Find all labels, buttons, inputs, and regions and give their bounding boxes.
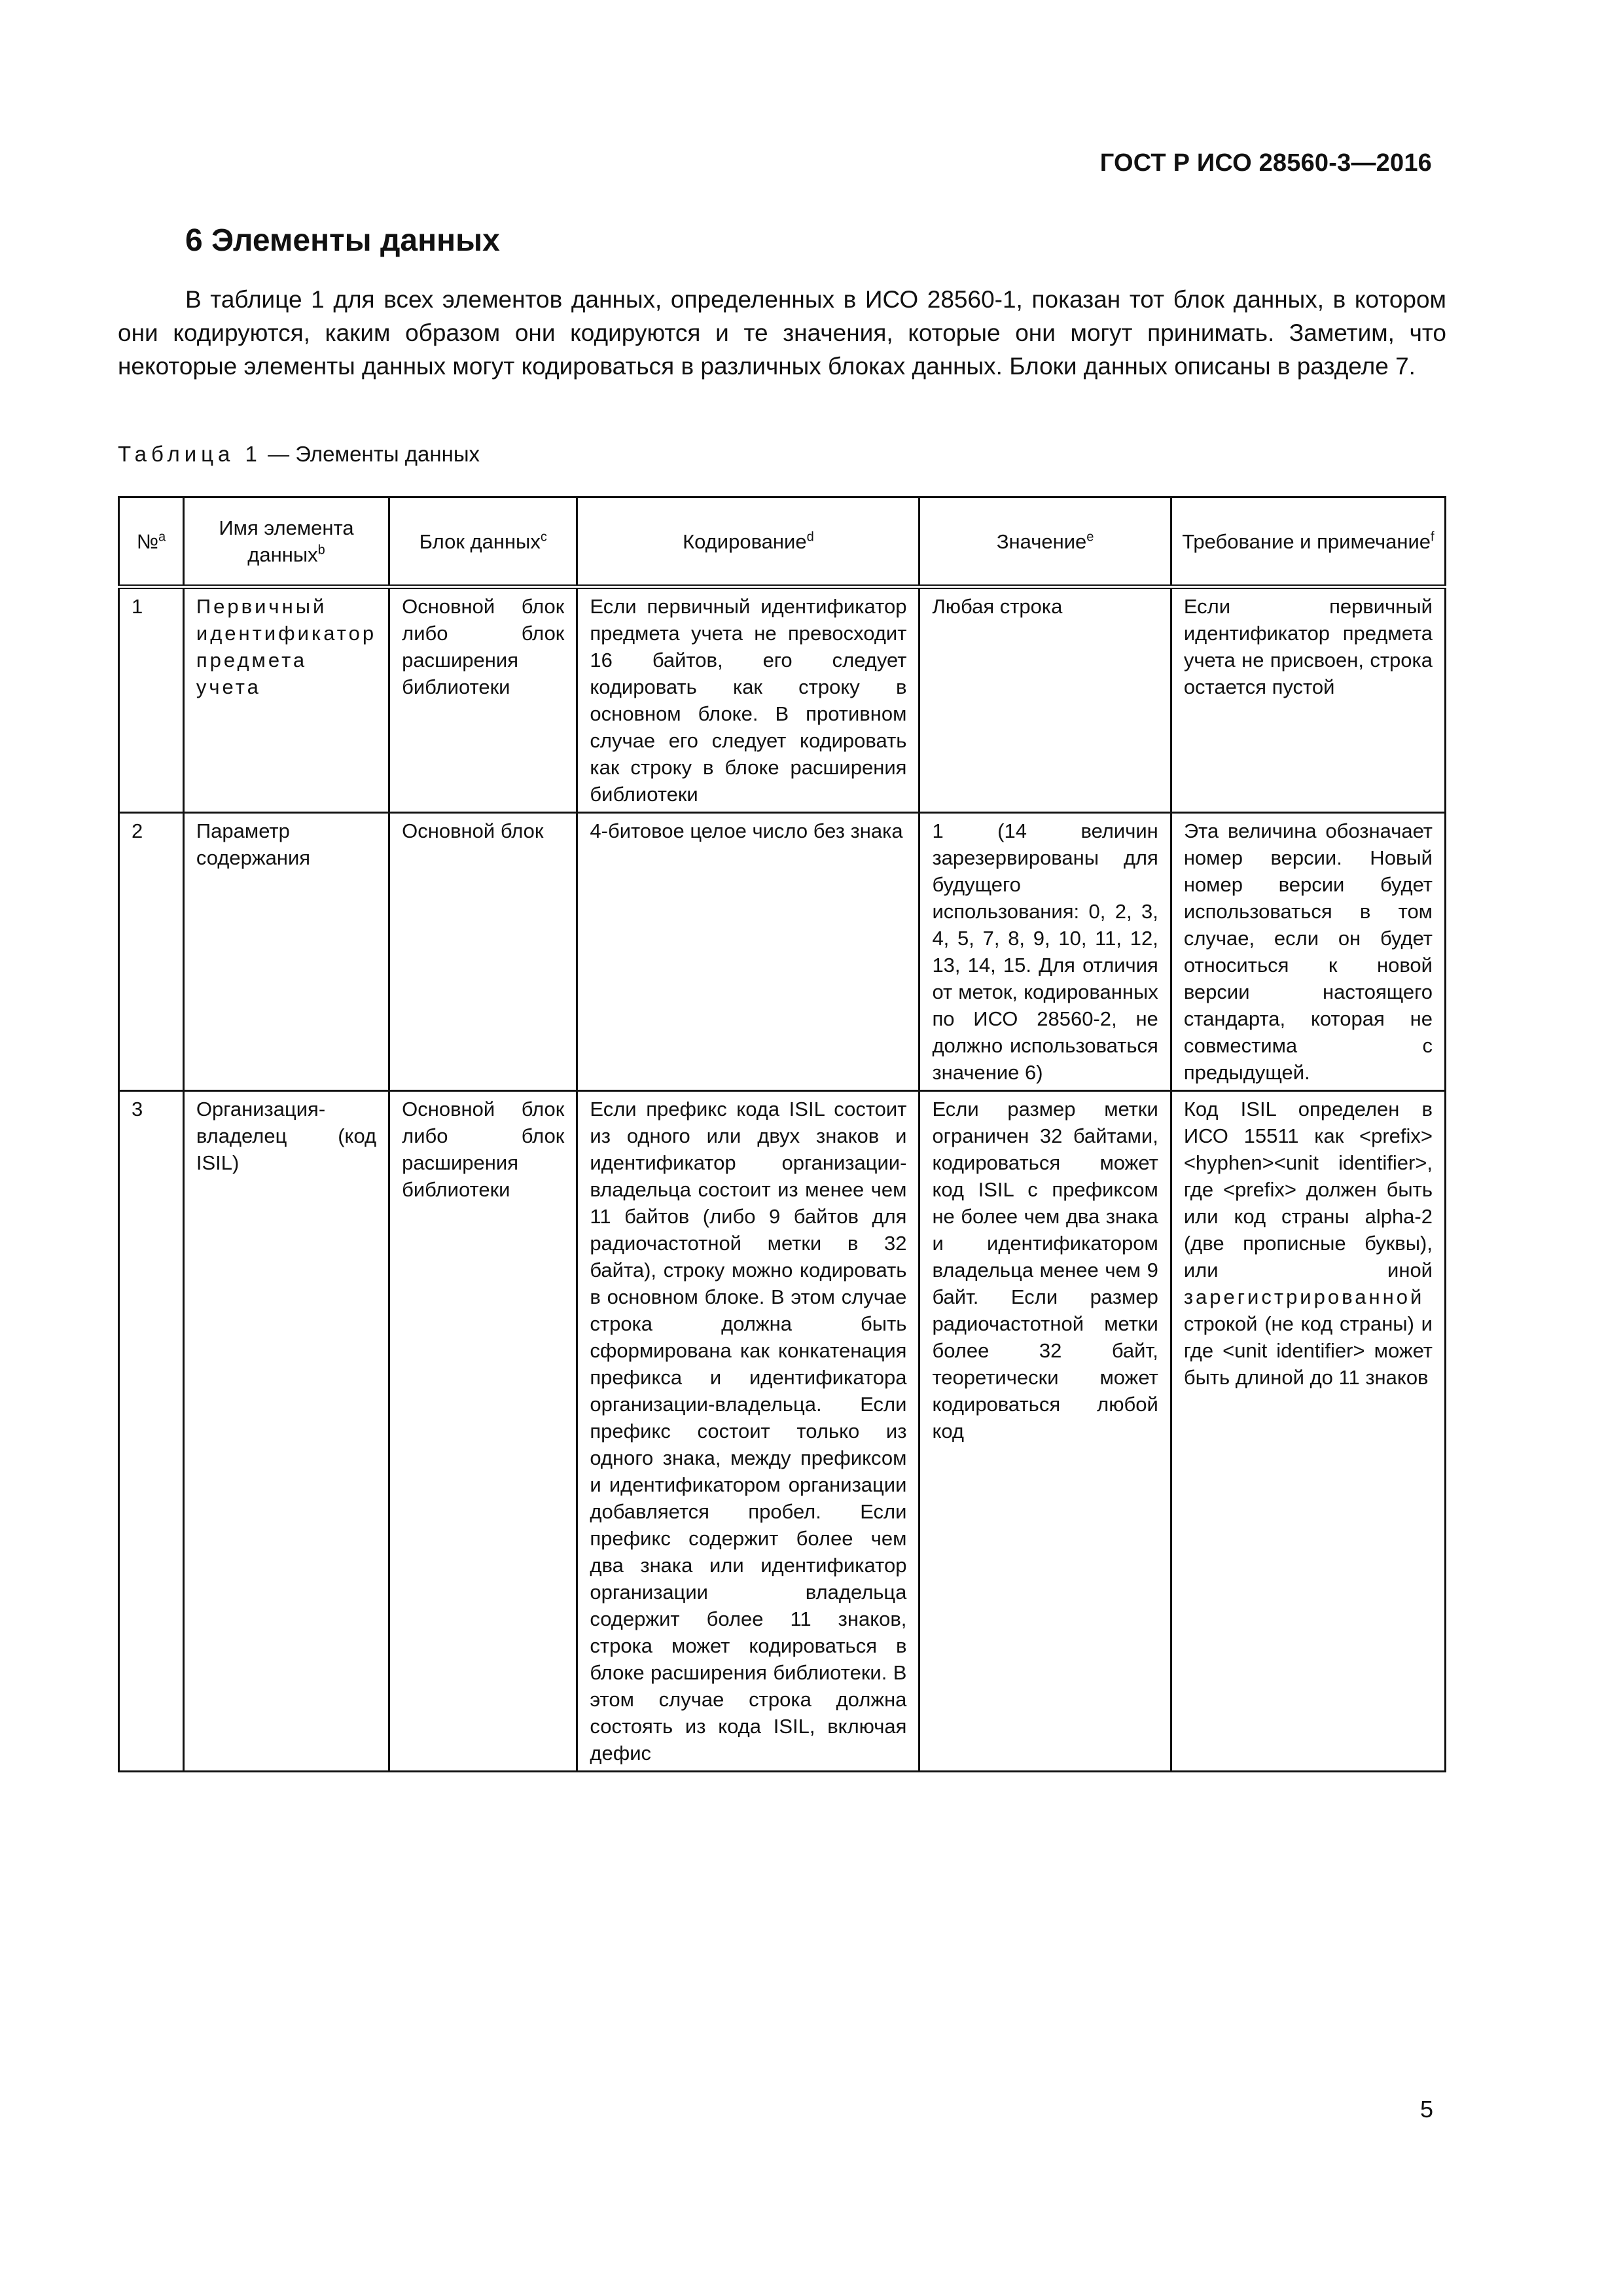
cell-encoding: Если префикс кода ISIL состоит из одного или двух знаков и идентификатор организации-владельца состоит из менее чем 11 байтов (либо 9 байтов для радиочастотной метки в 32 байта), строку можно кодировать в основном блоке. В этом случае строка должна быть сформирована как конкатенация префикса и идентификатора организации-владельца. Если префикс состоит только из одного знака, между префиксом и идентификатором организации добавляется пробел. Если префикс содержит более чем два знака или идентификатор организации владельца содержит более 11 знаков, строка может кодироваться в блоке расширения библиотеки. В этом случае строка должна состоять из кода ISIL, включая дефис (577, 1091, 919, 1772)
cell-name: Организация-владелец (код ISIL) (183, 1091, 389, 1772)
table-row (119, 587, 1446, 813)
table-header-row (119, 497, 1446, 587)
column-header-name: Имя элемента данных$^b$ (183, 497, 389, 587)
cell-name: Первичный идентификатор предмета учета (183, 587, 389, 813)
cell-note: Если первичный идентификатор предмета учета не присвоен, строка остается пустой (1171, 587, 1445, 813)
data-elements-table (118, 496, 1446, 1772)
cell-note: Код ISIL определен в ИСО 15511 как <prefix><hyphen><unit identifier>, где <prefix> должен быть или код страны alpha-2 (две прописные буквы), или иной зарегистрированной строкой (не код страны) и где <unit identifier> может быть длиной до 11 знаков (1171, 1091, 1445, 1772)
cell-value: Любая строка (919, 587, 1171, 813)
table-caption-label: Таблица 1 (118, 442, 262, 466)
cell-number: 1 (119, 587, 184, 813)
cell-note: Эта величина обозначает номер версии. Новый номер версии будет использоваться в том случае, если он будет относиться к новой версии настоящего стандарта, которая не совместима с предыдущей. (1171, 813, 1445, 1091)
cell-block: Основной блок (389, 813, 577, 1091)
cell-number: 2 (119, 813, 184, 1091)
cell-number: 3 (119, 1091, 184, 1772)
cell-block: Основной блок либо блок расширения библиотеки (389, 587, 577, 813)
page-number: 5 (1419, 2096, 1433, 2123)
cell-encoding: Если первичный идентификатор предмета учета не превосходит 16 байтов, его следует кодировать как строку в основном блоке. В противном случае его следует кодировать как строку в блоке расширения библиотеки (577, 587, 919, 813)
table-caption (118, 442, 480, 467)
column-header-block: Блок данных$^c$ (389, 497, 577, 587)
intro-paragraph: В таблице 1 для всех элементов данных, определенных в ИСО 28560-1, показан тот блок данных, в котором они кодируются, каким образом они кодируются и те значения, которые они могут принимать. Заметим, что некоторые элементы данных могут кодироваться в различных блоках данных. Блоки данных описаны в разделе 7. (118, 286, 1446, 380)
column-header-value: Значение$^e$ (919, 497, 1171, 587)
section-title: 6 Элементы данных (185, 223, 500, 258)
table-row (119, 1091, 1446, 1772)
table-row (119, 813, 1446, 1091)
column-header-number: №$^a$ (119, 497, 184, 587)
cell-name: Параметр содержания (183, 813, 389, 1091)
cell-value: Если размер метки ограничен 32 байтами, кодироваться может код ISIL с префиксом не более чем два знака и идентификатором владельца менее чем 9 байт. Если размер радиочастотной метки более 32 байт, теоретически может кодироваться любой код (919, 1091, 1171, 1772)
column-header-note: Требование и примечание$^f$ (1171, 497, 1445, 587)
document-id-header: ГОСТ Р ИСО 28560-3—2016 (1099, 149, 1432, 177)
column-header-encoding: Кодирование$^d$ (577, 497, 919, 587)
cell-encoding: 4-битовое целое число без знака (577, 813, 919, 1091)
table-caption-text: — Элементы данных (261, 442, 480, 466)
cell-block: Основной блок либо блок расширения библиотеки (389, 1091, 577, 1772)
cell-value: 1 (14 величин зарезервированы для будущего использования: 0, 2, 3, 4, 5, 7, 8, 9, 10, 11, 12, 13, 14, 15. Для отличия от меток, кодированных по ИСО 28560-2, не должно использоваться значение 6) (919, 813, 1171, 1091)
